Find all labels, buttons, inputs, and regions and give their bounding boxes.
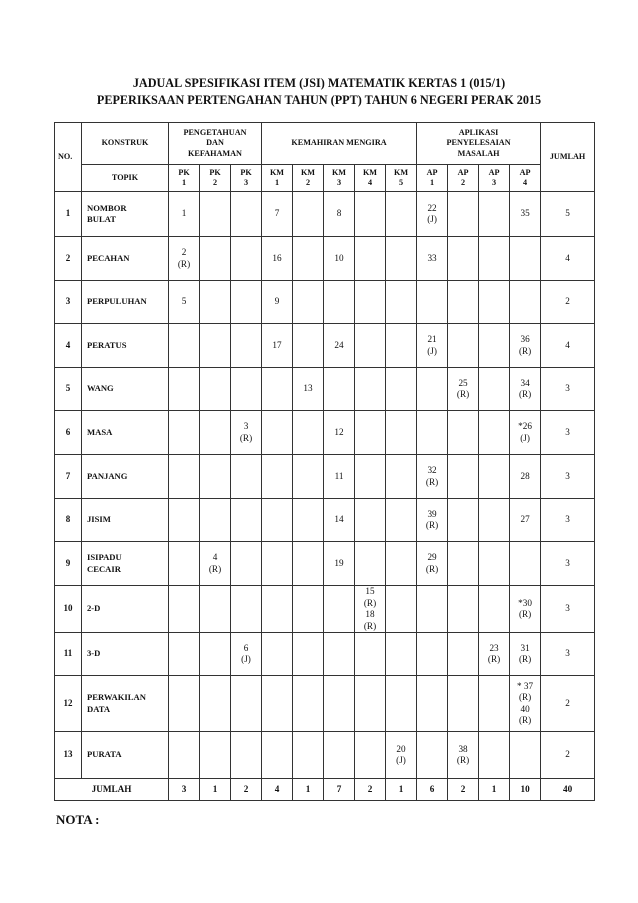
item-cell <box>293 586 324 633</box>
item-cell <box>355 542 386 586</box>
item-cell <box>479 192 510 237</box>
header-group-kemahiran: KEMAHIRAN MENGIRA <box>262 123 417 165</box>
row-total: 3 <box>541 633 595 676</box>
item-cell <box>262 499 293 542</box>
item-cell <box>448 633 479 676</box>
item-cell <box>324 732 355 779</box>
header-col-pk2: PK 2 <box>200 165 231 192</box>
item-cell <box>293 237 324 281</box>
item-cell <box>231 732 262 779</box>
item-cell <box>200 633 231 676</box>
header-group-aplikasi: APLIKASI PENYELESAIAN MASALAH <box>417 123 541 165</box>
item-cell <box>169 368 200 411</box>
item-cell: 38 (R) <box>448 732 479 779</box>
row-number: 5 <box>55 368 82 411</box>
header-col-pk1: PK 1 <box>169 165 200 192</box>
row-number: 10 <box>55 586 82 633</box>
header-col-km4: KM 4 <box>355 165 386 192</box>
item-cell <box>262 411 293 455</box>
item-cell: 27 <box>510 499 541 542</box>
item-cell <box>448 324 479 368</box>
item-cell <box>169 411 200 455</box>
item-cell <box>448 237 479 281</box>
item-cell <box>386 281 417 324</box>
item-cell: 3 (R) <box>231 411 262 455</box>
item-cell <box>510 281 541 324</box>
item-cell <box>510 542 541 586</box>
item-cell <box>169 542 200 586</box>
row-total: 2 <box>541 676 595 732</box>
item-cell <box>231 368 262 411</box>
item-cell <box>417 411 448 455</box>
item-cell <box>262 542 293 586</box>
item-cell <box>169 633 200 676</box>
item-cell <box>200 411 231 455</box>
header-row-columns <box>55 165 595 192</box>
item-cell <box>355 281 386 324</box>
row-topic: 3-D <box>82 633 169 676</box>
item-cell <box>262 732 293 779</box>
item-cell <box>479 732 510 779</box>
header-col-km5: KM 5 <box>386 165 417 192</box>
item-cell <box>417 586 448 633</box>
row-topic: 2-D <box>82 586 169 633</box>
header-col-km1: KM 1 <box>262 165 293 192</box>
item-cell <box>479 499 510 542</box>
item-cell <box>355 324 386 368</box>
row-topic: PERATUS <box>82 324 169 368</box>
row-total: 4 <box>541 324 595 368</box>
item-cell: 32 (R) <box>417 455 448 499</box>
item-cell <box>200 676 231 732</box>
item-cell <box>169 586 200 633</box>
item-cell <box>479 368 510 411</box>
row-number: 4 <box>55 324 82 368</box>
item-cell: 19 <box>324 542 355 586</box>
totals-row <box>55 779 595 801</box>
item-cell <box>262 633 293 676</box>
column-total: 1 <box>386 779 417 801</box>
item-cell <box>479 676 510 732</box>
jsi-table <box>54 122 595 801</box>
item-cell <box>293 281 324 324</box>
item-cell <box>417 633 448 676</box>
item-cell <box>200 586 231 633</box>
item-cell <box>386 455 417 499</box>
item-cell <box>324 676 355 732</box>
item-cell <box>417 281 448 324</box>
item-cell <box>448 586 479 633</box>
item-cell <box>169 732 200 779</box>
item-cell <box>324 281 355 324</box>
item-cell <box>231 237 262 281</box>
item-cell: 17 <box>262 324 293 368</box>
item-cell <box>417 732 448 779</box>
row-topic: ISIPADU CECAIR <box>82 542 169 586</box>
row-number: 8 <box>55 499 82 542</box>
header-jumlah: JUMLAH <box>541 123 595 192</box>
table-row <box>55 455 595 499</box>
item-cell <box>448 542 479 586</box>
item-cell <box>324 633 355 676</box>
item-cell <box>200 281 231 324</box>
item-cell: 9 <box>262 281 293 324</box>
row-total: 2 <box>541 732 595 779</box>
item-cell <box>231 499 262 542</box>
column-total: 1 <box>293 779 324 801</box>
item-cell: 29 (R) <box>417 542 448 586</box>
table-row <box>55 732 595 779</box>
table-row <box>55 586 595 633</box>
row-topic: PERWAKILAN DATA <box>82 676 169 732</box>
item-cell: 36 (R) <box>510 324 541 368</box>
item-cell: 1 <box>169 192 200 237</box>
table-row <box>55 368 595 411</box>
column-total: 1 <box>200 779 231 801</box>
item-cell <box>169 676 200 732</box>
item-cell <box>355 633 386 676</box>
column-total: 7 <box>324 779 355 801</box>
column-total: 6 <box>417 779 448 801</box>
item-cell <box>479 237 510 281</box>
table-row <box>55 324 595 368</box>
header-col-ap2: AP 2 <box>448 165 479 192</box>
item-cell <box>386 411 417 455</box>
header-group-pengetahuan: PENGETAHUAN DAN KEFAHAMAN <box>169 123 262 165</box>
item-cell <box>386 192 417 237</box>
row-topic: WANG <box>82 368 169 411</box>
header-konstruk: KONSTRUK <box>82 123 169 165</box>
row-topic: PANJANG <box>82 455 169 499</box>
item-cell <box>169 455 200 499</box>
item-cell <box>479 586 510 633</box>
item-cell <box>169 324 200 368</box>
item-cell <box>293 411 324 455</box>
table-row <box>55 281 595 324</box>
row-total: 5 <box>541 192 595 237</box>
item-cell <box>293 542 324 586</box>
item-cell <box>479 324 510 368</box>
item-cell: 23 (R) <box>479 633 510 676</box>
item-cell <box>231 586 262 633</box>
row-number: 9 <box>55 542 82 586</box>
item-cell <box>355 732 386 779</box>
item-cell <box>448 192 479 237</box>
header-col-km3: KM 3 <box>324 165 355 192</box>
item-cell: 6 (J) <box>231 633 262 676</box>
item-cell <box>386 499 417 542</box>
row-topic: MASA <box>82 411 169 455</box>
row-number: 7 <box>55 455 82 499</box>
item-cell: 21 (J) <box>417 324 448 368</box>
header-col-ap4: AP 4 <box>510 165 541 192</box>
item-cell <box>200 732 231 779</box>
item-cell <box>386 676 417 732</box>
item-cell <box>386 586 417 633</box>
item-cell <box>324 368 355 411</box>
item-cell: 14 <box>324 499 355 542</box>
column-total: 2 <box>448 779 479 801</box>
item-cell <box>417 368 448 411</box>
item-cell <box>386 324 417 368</box>
row-number: 13 <box>55 732 82 779</box>
item-cell: 12 <box>324 411 355 455</box>
item-cell: 22 (J) <box>417 192 448 237</box>
item-cell <box>200 499 231 542</box>
item-cell <box>448 411 479 455</box>
header-col-pk3: PK 3 <box>231 165 262 192</box>
table-row <box>55 192 595 237</box>
table-row <box>55 542 595 586</box>
table-row <box>55 676 595 732</box>
column-total: 1 <box>479 779 510 801</box>
item-cell: 2 (R) <box>169 237 200 281</box>
item-cell <box>355 411 386 455</box>
item-cell <box>355 368 386 411</box>
item-cell: 8 <box>324 192 355 237</box>
item-cell <box>169 499 200 542</box>
header-topik: TOPIK <box>82 165 169 192</box>
table-row <box>55 411 595 455</box>
row-total: 3 <box>541 455 595 499</box>
row-topic: PURATA <box>82 732 169 779</box>
row-topic: PECAHAN <box>82 237 169 281</box>
item-cell: 4 (R) <box>200 542 231 586</box>
document-title-line1: JADUAL SPESIFIKASI ITEM (JSI) MATEMATIK KERTAS 1 (015/1) <box>132 76 506 90</box>
item-cell <box>231 676 262 732</box>
row-number: 12 <box>55 676 82 732</box>
item-cell <box>448 499 479 542</box>
item-cell <box>355 676 386 732</box>
item-cell: 15 (R) 18 (R) <box>355 586 386 633</box>
item-cell <box>231 542 262 586</box>
item-cell <box>386 542 417 586</box>
item-cell <box>355 192 386 237</box>
row-number: 1 <box>55 192 82 237</box>
item-cell <box>293 324 324 368</box>
item-cell <box>200 192 231 237</box>
row-number: 2 <box>55 237 82 281</box>
table-row <box>55 499 595 542</box>
item-cell: 11 <box>324 455 355 499</box>
table-row <box>55 633 595 676</box>
item-cell <box>200 237 231 281</box>
column-total: 10 <box>510 779 541 801</box>
item-cell <box>293 455 324 499</box>
item-cell <box>448 455 479 499</box>
item-cell <box>231 281 262 324</box>
item-cell <box>200 324 231 368</box>
item-cell <box>479 281 510 324</box>
item-cell: 24 <box>324 324 355 368</box>
row-number: 3 <box>55 281 82 324</box>
item-cell: 39 (R) <box>417 499 448 542</box>
item-cell <box>355 237 386 281</box>
item-cell <box>293 499 324 542</box>
row-topic: NOMBOR BULAT <box>82 192 169 237</box>
item-cell <box>479 542 510 586</box>
row-total: 4 <box>541 237 595 281</box>
item-cell: 35 <box>510 192 541 237</box>
item-cell: 25 (R) <box>448 368 479 411</box>
row-total: 3 <box>541 542 595 586</box>
table-row <box>55 237 595 281</box>
item-cell <box>293 192 324 237</box>
item-cell <box>200 455 231 499</box>
row-total: 2 <box>541 281 595 324</box>
item-cell: 5 <box>169 281 200 324</box>
item-cell <box>510 237 541 281</box>
item-cell: * 37 (R) 40 (R) <box>510 676 541 732</box>
header-row-groups <box>55 123 595 165</box>
item-cell <box>262 368 293 411</box>
item-cell: 31 (R) <box>510 633 541 676</box>
item-cell <box>479 455 510 499</box>
item-cell <box>262 586 293 633</box>
row-number: 6 <box>55 411 82 455</box>
column-total: 2 <box>231 779 262 801</box>
item-cell <box>231 324 262 368</box>
row-number: 11 <box>55 633 82 676</box>
column-total: 4 <box>262 779 293 801</box>
row-topic: JISIM <box>82 499 169 542</box>
item-cell <box>293 633 324 676</box>
item-cell <box>479 411 510 455</box>
item-cell <box>231 192 262 237</box>
row-total: 3 <box>541 499 595 542</box>
item-cell <box>448 676 479 732</box>
item-cell <box>200 368 231 411</box>
item-cell <box>293 676 324 732</box>
item-cell <box>448 281 479 324</box>
item-cell <box>262 676 293 732</box>
document-title-line2: PEPERIKSAAN PERTENGAHAN TAHUN (PPT) TAHUN 6 NEGERI PERAK 2015 <box>96 93 542 107</box>
header-no: NO. <box>55 123 82 192</box>
row-total: 3 <box>541 411 595 455</box>
row-topic: PERPULUHAN <box>82 281 169 324</box>
item-cell: 34 (R) <box>510 368 541 411</box>
grand-total: 40 <box>541 779 595 801</box>
item-cell: *30 (R) <box>510 586 541 633</box>
item-cell <box>417 676 448 732</box>
nota-label: NOTA : <box>56 812 100 827</box>
header-col-km2: KM 2 <box>293 165 324 192</box>
item-cell <box>324 586 355 633</box>
row-total: 3 <box>541 368 595 411</box>
item-cell: 20 (J) <box>386 732 417 779</box>
row-total: 3 <box>541 586 595 633</box>
column-total: 3 <box>169 779 200 801</box>
header-col-ap3: AP 3 <box>479 165 510 192</box>
item-cell <box>262 455 293 499</box>
item-cell: 28 <box>510 455 541 499</box>
item-cell: *26 (J) <box>510 411 541 455</box>
item-cell <box>510 732 541 779</box>
header-col-ap1: AP 1 <box>417 165 448 192</box>
item-cell <box>386 633 417 676</box>
item-cell <box>386 368 417 411</box>
item-cell: 7 <box>262 192 293 237</box>
item-cell: 13 <box>293 368 324 411</box>
totals-label: JUMLAH <box>55 779 169 801</box>
item-cell <box>293 732 324 779</box>
item-cell <box>355 499 386 542</box>
item-cell: 33 <box>417 237 448 281</box>
column-total: 2 <box>355 779 386 801</box>
item-cell <box>386 237 417 281</box>
item-cell <box>355 455 386 499</box>
item-cell <box>231 455 262 499</box>
item-cell: 10 <box>324 237 355 281</box>
item-cell: 16 <box>262 237 293 281</box>
